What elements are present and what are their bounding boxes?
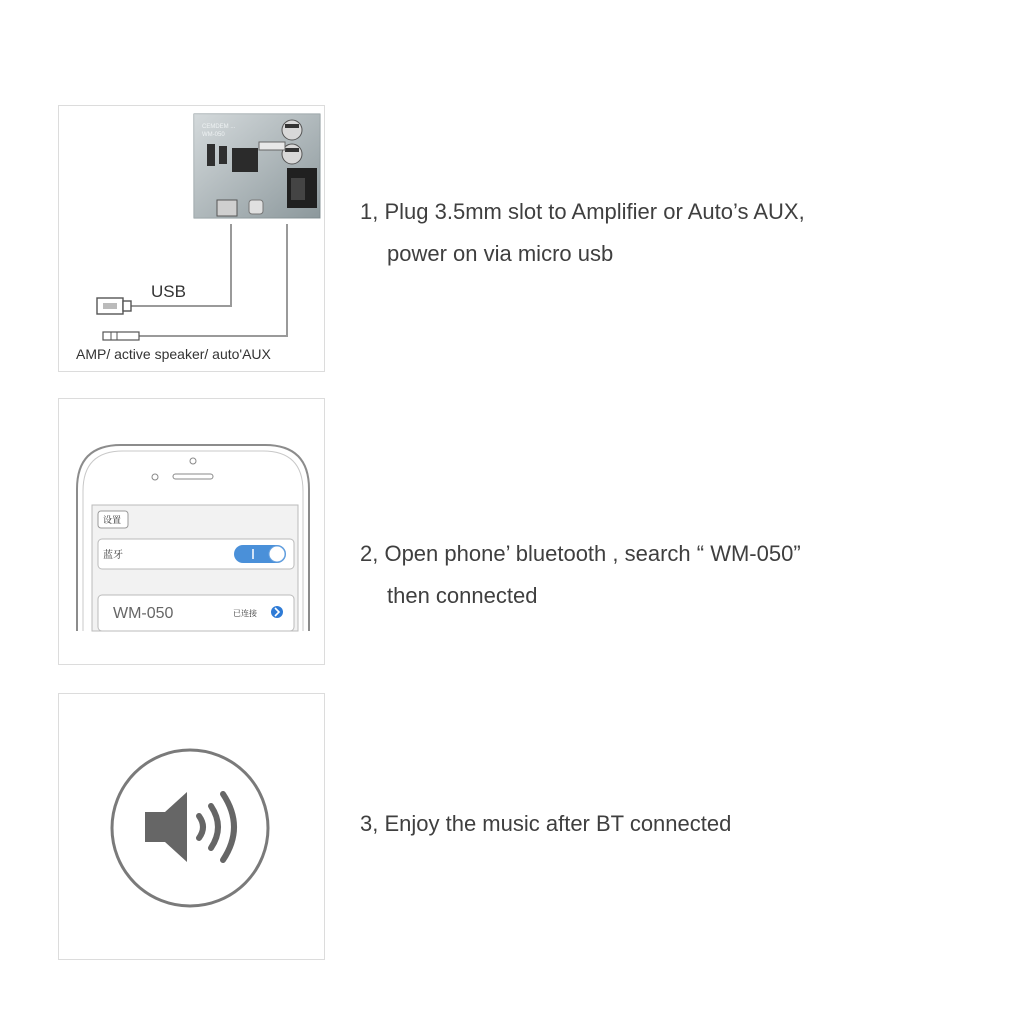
settings-label: 设置 [103,515,122,525]
device-status: 已连接 [233,609,257,618]
chevron-right-icon[interactable] [271,606,283,618]
bluetooth-label: 蓝牙 [103,550,123,561]
step-3-line-1: 3, Enjoy the music after BT connected [360,811,732,836]
step-3-text [360,803,731,845]
pcb-silk-2: WM-050 [202,132,225,138]
speaker-circle [112,750,268,906]
capacitor-1 [282,120,302,140]
speaker-illustration-panel [58,693,325,960]
step-2-line-2: then connected [387,583,538,608]
device-name: WM-050 [113,605,174,622]
aux-cable [139,224,287,336]
speaker-volume-icon [59,694,325,960]
board-illustration-panel [58,105,325,372]
aux-label: AMP/ active speaker/ auto'AUX [76,346,271,362]
step-2-text [360,533,801,617]
usb-label: USB [151,282,186,301]
micro-usb-port [217,200,237,216]
step-1-line-1: 1, Plug 3.5mm slot to Amplifier or Auto’s AUX, [360,199,805,224]
step-1-text [360,191,805,275]
chip [232,148,258,172]
aux-plug-icon [103,332,139,340]
phone-illustration-panel [58,398,325,665]
step-1-line-2: power on via micro usb [387,241,614,266]
pcb-silk-1: CEMDEM ... [202,124,236,130]
phone-mockup [59,399,325,665]
board-wiring-diagram [59,106,325,372]
step-2-line-1: 2, Open phone’ bluetooth , search “ WM-050” [360,541,801,566]
